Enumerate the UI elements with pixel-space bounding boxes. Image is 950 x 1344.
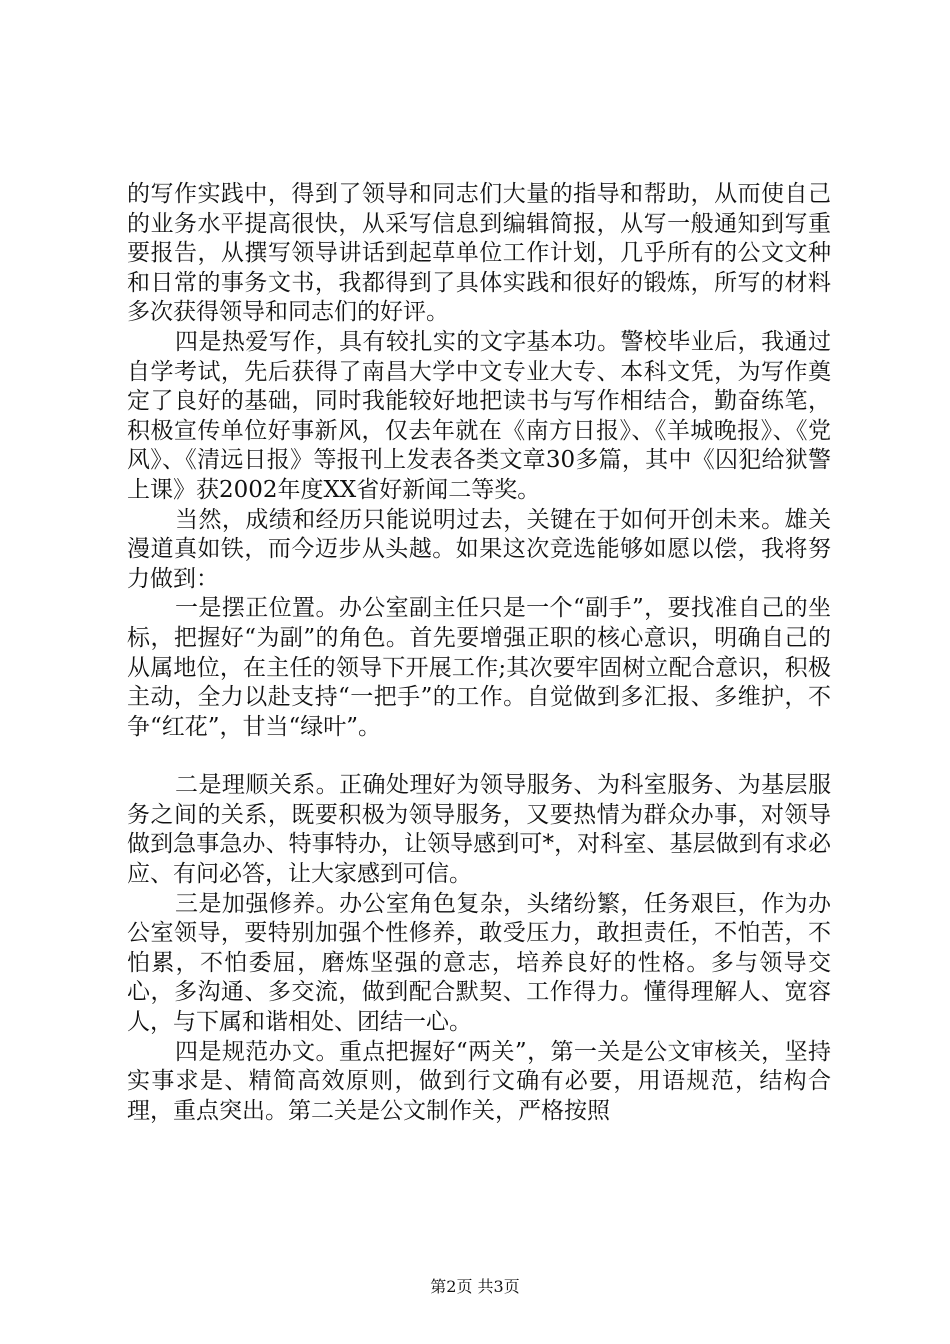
paragraph-writing-skill: 四是热爱写作，具有较扎实的文字基本功。警校毕业后，我通过自学考试，先后获得了南昌大学中文专业大专、本科文凭，为写作奠定了良好的基础，同时我能较好地把读书与写作相结合，勤奋练笔，积极宣传单位好事新风，仅去年就在《南方日报》、《羊城晚报》、《党风》、《清远日报》等报刊上发表各类文章30多篇，其中《囚犯给狱警上课》获2002年度XX省好新闻二等奖。 [127, 328, 831, 503]
paragraph-position: 一是摆正位置。办公室副主任只是一个“副手”，要找准自己的坐标，把握好“为副”的角色。首先要增强正职的核心意识，明确自己的从属地位，在主任的领导下开展工作;其次要牢固树立配合意识，积极主动，全力以赴支持“一把手”的工作。自觉做到多汇报、多维护，不争“红花”，甘当“绿叶”。 [127, 595, 831, 740]
page-number-footer: 第2页 共3页 [430, 1277, 520, 1296]
paragraph-continuation: 的写作实践中，得到了领导和同志们大量的指导和帮助，从而使自己的业务水平提高很快，从采写信息到编辑简报，从写一般通知到写重要报告，从撰写领导讲话到起草单位工作计划，几乎所有的公文文种和日常的事务文书，我都得到了具体实践和很好的锻炼，所写的材料多次获得领导和同志们的好评。 [127, 181, 831, 326]
paragraph-cultivation: 三是加强修养。办公室角色复杂，头绪纷繁，任务艰巨，作为办公室领导，要特别加强个性修养，敢受压力，敢担责任，不怕苦，不怕累，不怕委屈，磨炼坚强的意志，培养良好的性格。多与领导交心，多沟通、多交流，做到配合默契、工作得力。懂得理解人、宽容人，与下属和谐相处、团结一心。 [127, 890, 831, 1036]
paragraph-future-pledge: 当然，成绩和经历只能说明过去，关键在于如何开创未来。雄关漫道真如铁，而今迈步从头越。如果这次竞选能够如愿以偿，我将努力做到： [127, 506, 831, 592]
document-body [127, 180, 831, 1126]
paragraph-document-handling: 四是规范办文。重点把握好“两关”，第一关是公文审核关，坚持实事求是、精简高效原则，做到行文确有必要，用语规范，结构合理，重点突出。第二关是公文制作关，严格按照 [127, 1038, 831, 1124]
paragraph-relations: 二是理顺关系。正确处理好为领导服务、为科室服务、为基层服务之间的关系，既要积极为领导服务，又要热情为群众办事，对领导做到急事急办、特事特办，让领导感到可*，对科室、基层做到有求必应、有问必答，让大家感到可信。 [127, 772, 831, 888]
